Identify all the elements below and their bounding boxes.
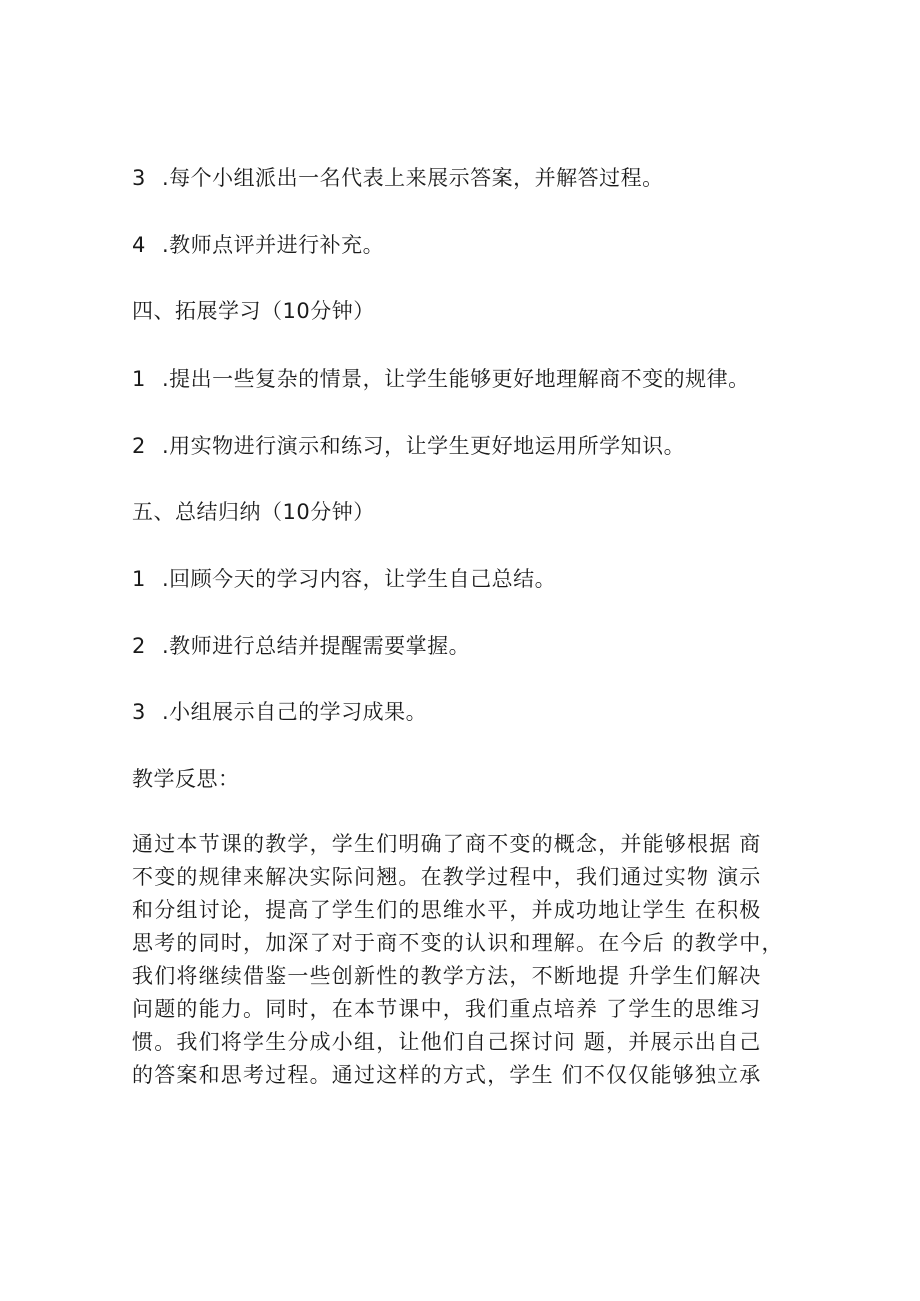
step-text: .用实物进行演示和练习，让学生更好地运用所学知识。 [162, 434, 686, 458]
step-number: 1 [132, 367, 146, 391]
step-text: .回顾今天的学习内容，让学生自己总结。 [162, 567, 557, 591]
step-number: 2 [132, 634, 146, 658]
section-heading [132, 497, 375, 527]
step-number: 1 [132, 567, 146, 591]
step-number: 4 [132, 233, 146, 257]
section-heading [132, 296, 375, 326]
paragraph-line: 惯。我们将学生分成小组，让他们自己探讨问 题，并展示出自己 [132, 1030, 762, 1054]
step-text: .每个小组派出一名代表上来展示答案，并解答过程。 [162, 166, 664, 190]
step-number: 2 [132, 434, 146, 458]
paragraph-line: 问题的能力。同时，在本节课中，我们重点培养 了学生的思维习 [132, 997, 762, 1021]
reflection-paragraph [132, 828, 822, 1092]
step-item [132, 230, 384, 260]
step-number: 3 [132, 700, 146, 724]
paragraph-line: 思考的同时，加深了对于商不变的认识和理解。在今后 的教学中， [132, 931, 784, 955]
paragraph-line: 的答案和思考过程。通过这样的方式，学生 们不仅仅能够独立承 [132, 1063, 762, 1087]
step-item [132, 364, 750, 394]
step-text: .教师点评并进行补充。 [162, 233, 385, 257]
step-item [132, 697, 427, 727]
step-item [132, 163, 664, 193]
section-heading-text: 四、拓展学习（10分钟） [132, 299, 375, 323]
step-item [132, 631, 470, 661]
paragraph-line: 和分组讨论，提高了学生们的思维水平，并成功地让学生 在积极 [132, 898, 762, 922]
paragraph-line: 我们将继续借鉴一些创新性的教学方法，不断地提 升学生们解决 [132, 964, 762, 988]
step-text: .提出一些复杂的情景，让学生能够更好地理解商不变的规律。 [162, 367, 750, 391]
step-item [132, 431, 685, 461]
paragraph-line: 通过本节课的教学，学生们明确了商不变的概念，并能够根据 商 [132, 832, 762, 856]
reflection-heading [132, 764, 240, 794]
step-item [132, 564, 556, 594]
step-text: .小组展示自己的学习成果。 [162, 700, 428, 724]
section-heading-text: 五、总结归纳（10分钟） [132, 500, 375, 524]
step-number: 3 [132, 166, 146, 190]
reflection-heading-text: 教学反思： [132, 767, 240, 791]
paragraph-line: 不变的规律来解决实际问翘。在教学过程中，我们通过实物 演示 [132, 865, 762, 889]
step-text: .教师进行总结并提醒需要掌握。 [162, 634, 471, 658]
